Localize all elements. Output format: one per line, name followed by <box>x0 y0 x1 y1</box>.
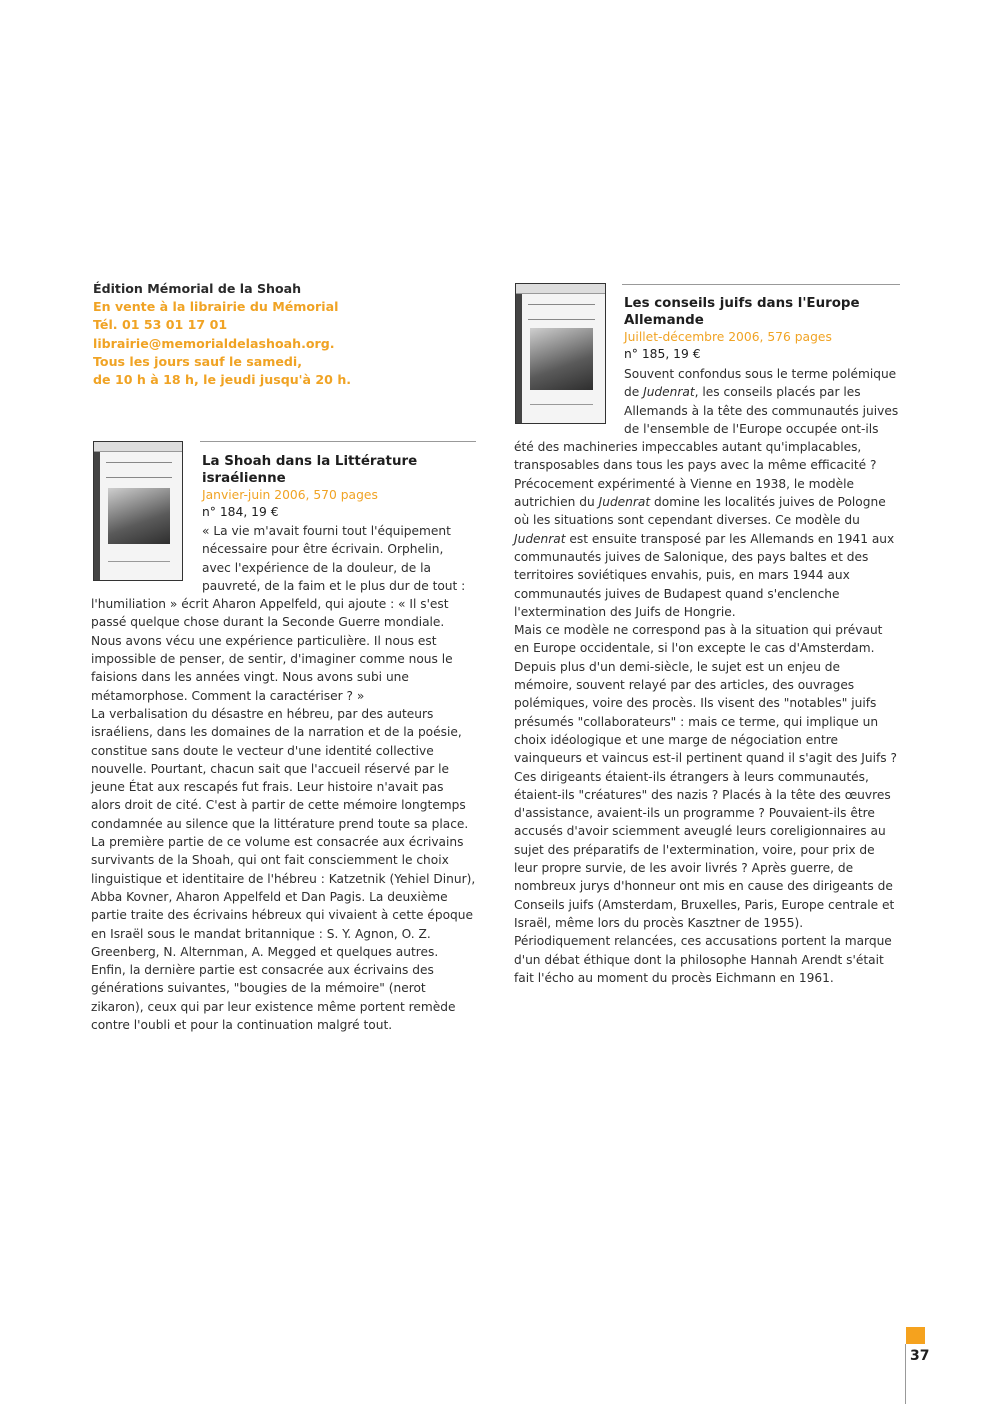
article-body <box>91 522 476 1034</box>
edition-line: En vente à la librairie du Mémorial <box>93 299 339 315</box>
article-paragraph: La première partie de ce volume est consacrée aux écrivains survivants de la Shoah, qui ont fait consciemment le choix linguistique et identitaire de l'hébreu : Katzetnik (Yehiel Dinur), Abba Kovner, Aharon Appelfeld et Dan Pagis. La deuxième partie traite des écrivains hébreux qui vivaient à cette époque en Israël sous le mandat britannique : S. Y. Agnon, O. Z. Greenberg, N. Alternman, A. Megged et quelques autres. <box>91 835 476 959</box>
article-body <box>514 365 900 987</box>
article-period: Janvier-juin 2006, 570 pages <box>202 488 378 502</box>
article-paragraph: Depuis plus d'un demi-siècle, le sujet est un enjeu de mémoire, souvent relayé par des articles, des ouvrages polémiques, voire des procès. Ils visent des "notables" juifs présumés "collaborateurs" : mais ce terme, qui implique un choix idéologique et une marge de négociation entre vainqueurs et vaincus est-il pertinent quand il s'agit des Juifs ? <box>514 659 897 766</box>
page-number: 37 <box>910 1348 930 1364</box>
page-marker-line <box>905 1344 906 1404</box>
article-divider <box>200 441 476 442</box>
article-number-price: n° 184, 19 € <box>202 505 279 519</box>
article-header <box>202 454 478 521</box>
article-paragraph: Souvent confondus sous le terme polémique de Judenrat, les conseils placés par les Allemands à la tête des communautés juives de l'ensemble de l'Europe occupée ont-ils été des machineries impeccables autant qu'implacables, transposables dans tous les pays avec la même efficacité ? <box>514 367 899 473</box>
article-paragraph: Précocement expérimenté à Vienne en 1938, le modèle autrichien du Judenrat domine les localités juives de Pologne où les situations sont cependant diverses. Ce modèle du Judenrat est ensuite transposé par les Allemands en 1941 aux communautés juives de Salonique, des pays baltes et des territoires soviétiques envahis, puis, en mars 1944 aux communautés juives de Budapest quand s'enclenche l'extermination des Juifs de Hongrie. <box>514 476 895 619</box>
article-title: La Shoah dans la Littérature israélienne <box>202 454 418 486</box>
article-number-price: n° 185, 19 € <box>624 347 701 361</box>
article-paragraph: Enfin, la dernière partie est consacrée aux écrivains des générations suivantes, "bougies de la mémoire" (nerot zikaron), ceux qui par leur existence même portent remède contre l'oubli et pour la continuation malgré tout. <box>91 963 456 1033</box>
edition-phone: Tél. 01 53 01 17 01 <box>93 317 228 333</box>
page-marker <box>906 1327 925 1344</box>
edition-title: Édition Mémorial de la Shoah <box>93 281 302 296</box>
article-paragraph: Ces dirigeants étaient-ils étrangers à leurs communautés, étaient-ils "créatures" des nazis ? Placés à la tête des œuvres d'assistance, avaient-ils un programme ? Pouvaient-ils être accusés d'avoir sciemment aveuglé leurs coreligionnaires au sujet des préparatifs de l'extermination, voire, pour prix de leur propre survie, de les avoir livrés ? Après guerre, de nombreux jurys d'honneur ont mis en cause des dirigeants de Conseils juifs (Amsterdam, Bruxelles, Paris, Europe centrale et Israël, même lors du procès Kasztner de 1955). Périodiquement relancées, ces accusations portent la marque d'un débat éthique dont la philosophe Hannah Arendt s'était fait l'écho au moment du procès Eichmann en 1961. <box>514 769 895 985</box>
edition-email: librairie@memorialdelashoah.org. <box>93 335 335 351</box>
article-paragraph: Mais ce modèle ne correspond pas à la situation qui prévaut en Europe occidentale, si l'on excepte le cas d'Amsterdam. <box>514 623 883 656</box>
article-paragraph: « La vie m'avait fourni tout l'équipement nécessaire pour être écrivain. Orphelin, avec l'expérience de la douleur, de la pauvreté, de la faim et le plus dur de tout : l'humiliation » écrit Aharon Appelfeld, qui ajoute : « Il s'est passé quelque chose durant la Seconde Guerre mondiale. Nous avons vécu une expérience particulière. Il nous est impossible de penser, de sentir, d'imaginer comme nous le faisions dans les années vingt. Nous avons subi une métamorphose. Comment la caractériser ? » <box>91 524 466 703</box>
article-divider <box>622 284 900 285</box>
edition-block <box>93 280 433 389</box>
article-header <box>624 296 902 363</box>
edition-hours: de 10 h à 18 h, le jeudi jusqu'à 20 h. <box>93 372 352 388</box>
article-paragraph: La verbalisation du désastre en hébreu, par des auteurs israéliens, dans les domaines de la narration et de la poésie, constitue sans doute le vecteur d'une identité collective nouvelle. Pourtant, chacun sait que l'accueil réservé par le jeune État aux rescapés fut frais. Leur histoire n'avait pas alors droit de cité. C'est à partir de cette mémoire longtemps condamnée au silence que la littérature prend toute sa place. <box>91 706 469 831</box>
article-title: Les conseils juifs dans l'Europe Allemande <box>624 296 860 328</box>
edition-line: Tous les jours sauf le samedi, <box>93 353 303 369</box>
article-period: Juillet-décembre 2006, 576 pages <box>624 330 832 344</box>
